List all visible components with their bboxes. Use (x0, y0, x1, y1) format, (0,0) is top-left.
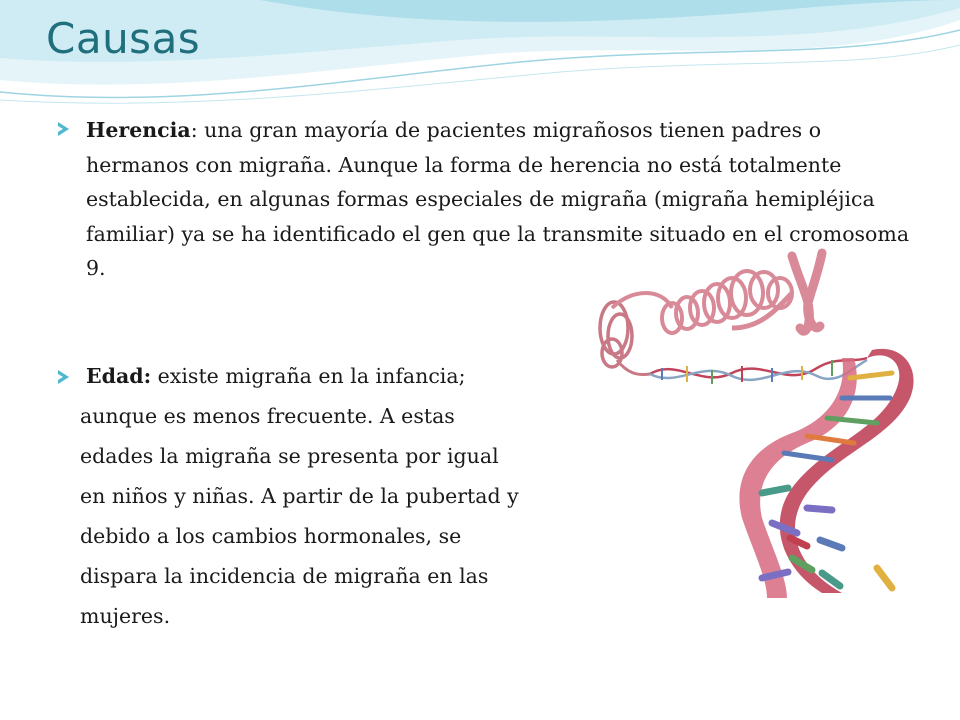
edad-line: en niños y niñas. A partir de la pubertad y (80, 484, 519, 508)
edad-line: edades la migraña se presenta por igual (80, 444, 499, 468)
dna-helix-illustration (592, 248, 918, 598)
edad-first-line: Edad: existe migraña en la infancia; (86, 364, 466, 388)
arrow-bullet-icon (58, 122, 69, 136)
edad-line: dispara la incidencia de migraña en las (80, 564, 489, 588)
edad-line: debido a los cambios hormonales, se (80, 524, 462, 548)
edad-term: Edad: (86, 364, 152, 388)
arrow-bullet-icon (58, 370, 69, 384)
herencia-text: : una gran mayoría de pacientes migrañosos tienen padres o hermanos con migraña. Aunque la forma de herencia no está totalmente establecida, en algunas formas especiales de migraña (migraña hemipléjica familiar) ya se ha identificado el gen que la transmite situado en el cromosoma 9. (86, 118, 910, 280)
herencia-term: Herencia (86, 118, 191, 142)
edad-line: mujeres. (80, 604, 171, 628)
slide-title: Causas (46, 14, 201, 63)
edad-line: aunque es menos frecuente. A estas (80, 404, 455, 428)
